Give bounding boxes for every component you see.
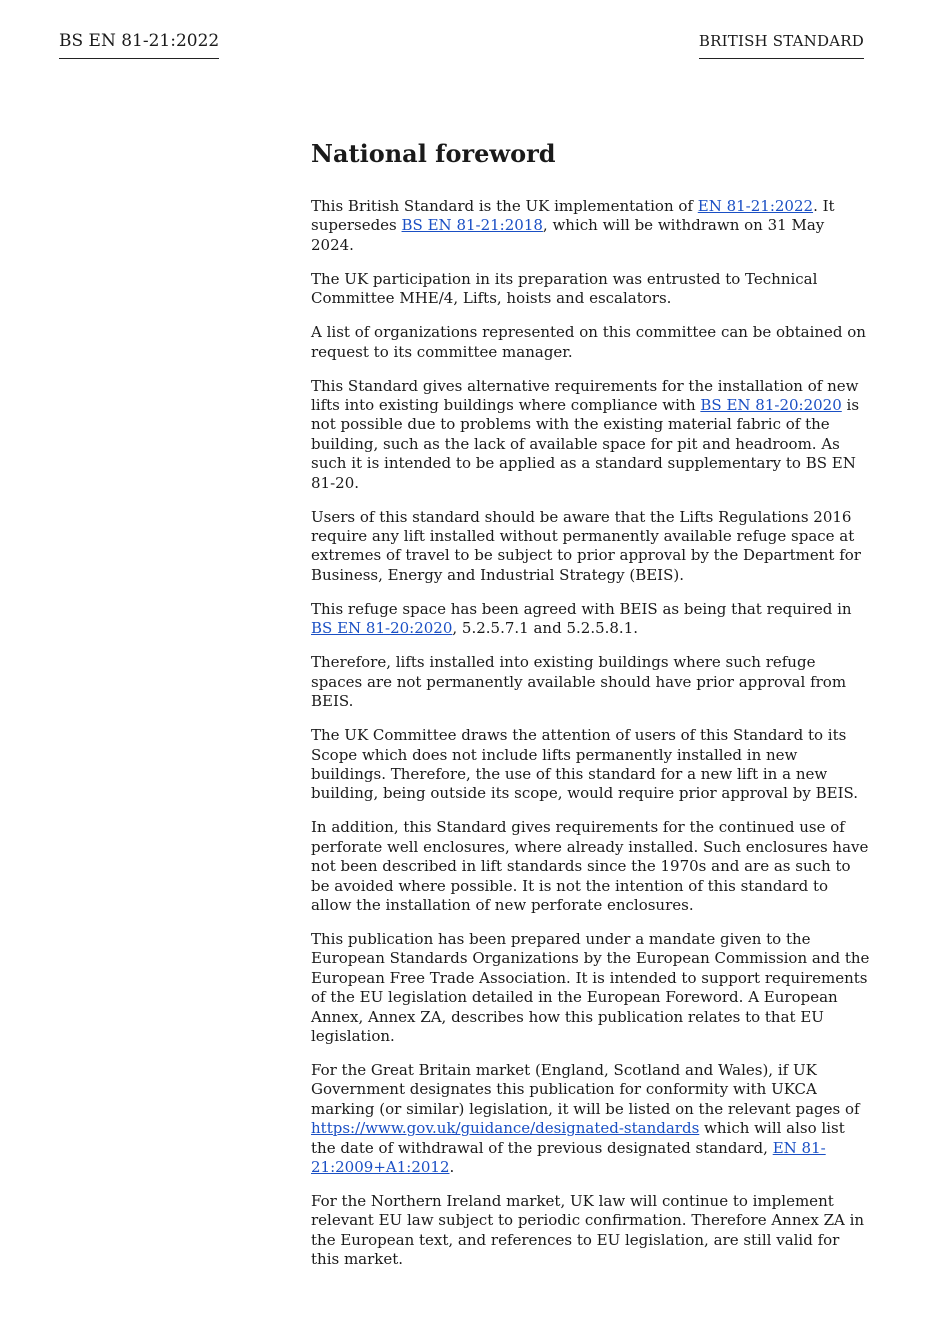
page-title: National foreword [311,139,556,168]
paragraph-prior-approval: Therefore, lifts installed into existing buildings where such refuge spaces are not permanently available should have prior approval from BEIS. [311,653,847,711]
paragraph-great-britain-market: For the Great Britain market (England, Scotland and Wales), if UK Government designates this publication for conformity with UKCA marking (or similar) legislation, it will be listed on the relevant pages of https://www.gov.uk/guidance/designated-standards which will also list the date of withdrawal of the previous designated standard, EN 81-21:2009+A1:2012. [311,1060,860,1176]
link-en-81-21-2022[interactable]: EN 81-21:2022 [697,197,814,215]
paragraph-alternative-requirements: This Standard gives alternative requirements for the installation of new lifts into existing buildings where compliance with BS EN 81-20:2020 is not possible due to problems with the existing material fabric of the building, such as the lack of available space for pit and headroom. As such it is intended to be applied as a standard supplementary to BS EN 81-20. [311,376,860,492]
paragraph-organizations: A list of organizations represented on this committee can be obtained on request to its committee manager. [311,323,866,361]
paragraph-implementation: This British Standard is the UK implementation of EN 81-21:2022. It supersedes BS EN 81-21:2018, which will be withdrawn on 31 May 2024. [311,197,835,254]
paragraph-perforate-enclosures: In addition, this Standard gives requirements for the continued use of perforate well enclosures, where already installed. Such enclosures have not been described in lift standards since the 1970s and are as such to be avoided where possible. It is not the intention of this standard to allow the installation of new perforate enclosures. [311,818,869,914]
paragraph-scope: The UK Committee draws the attention of users of this Standard to its Scope which does not include lifts permanently installed in new buildings. Therefore, the use of this standard for a new lift in a new building, being outside its scope, would require prior approval by BEIS. [311,726,859,803]
header-document-id: BS EN 81-21:2022 [59,30,219,59]
foreword-body [311,138,871,1284]
paragraph-mandate: This publication has been prepared under a mandate given to the European Standards Organizations by the European Commission and the European Free Trade Association. It is intended to support requirements of the EU legislation detailed in the European Foreword. A European Annex, Annex ZA, describes how this publication relates to that EU legislation. [311,929,870,1045]
paragraph-refuge-space: This refuge space has been agreed with BEIS as being that required in BS EN 81-20:2020, 5.2.5.7.1 and 5.2.5.8.1. [311,599,852,638]
header-series-label: BRITISH STANDARD [699,30,864,59]
paragraph-lifts-regulations: Users of this standard should be aware that the Lifts Regulations 2016 require any lift installed without permanently available refuge space at extremes of travel to be subject to prior approval by the Department for Business, Energy and Industrial Strategy (BEIS). [311,507,861,584]
link-bs-en-81-20-2020-refuge[interactable]: BS EN 81-20:2020 [311,619,453,638]
link-en-81-21-2009-a1-2012[interactable]: EN 81-21:2009+A1:2012 [311,1138,826,1176]
link-bs-en-81-21-2018[interactable]: BS EN 81-21:2018 [401,216,543,235]
paragraph-northern-ireland-market: For the Northern Ireland market, UK law will continue to implement relevant EU law subject to periodic confirmation. Therefore Annex ZA in the European text, and references to EU legislation, are still valid for this market. [311,1192,865,1269]
link-designated-standards[interactable]: https://www.gov.uk/guidance/designated-standards [311,1119,700,1138]
paragraph-committee: The UK participation in its preparation was entrusted to Technical Committee MHE/4, Lifts, hoists and escalators. [311,269,818,308]
link-bs-en-81-20-2020[interactable]: BS EN 81-20:2020 [700,396,842,415]
